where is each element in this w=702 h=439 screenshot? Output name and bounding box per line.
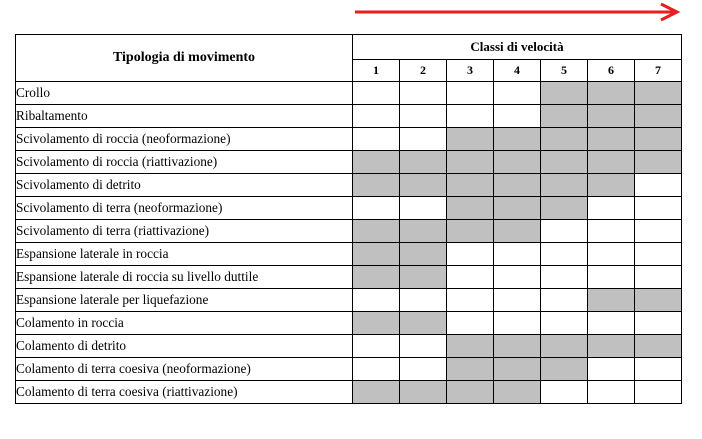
velocity-cell-shaded	[635, 105, 682, 128]
table-row	[16, 358, 682, 381]
velocity-cell-shaded	[635, 151, 682, 174]
velocity-cell-empty	[494, 82, 541, 105]
velocity-cell-shaded	[447, 151, 494, 174]
velocity-cell-shaded	[447, 335, 494, 358]
velocity-cell-shaded	[588, 335, 635, 358]
movement-type-label: Espansione laterale di roccia su livello duttile	[16, 266, 353, 289]
velocity-cell-empty	[400, 105, 447, 128]
velocity-cell-empty	[353, 335, 400, 358]
velocity-cell-empty	[494, 243, 541, 266]
velocity-cell-shaded	[400, 381, 447, 404]
class-number-header: 3	[447, 59, 494, 81]
velocity-cell-shaded	[541, 335, 588, 358]
velocity-cell-shaded	[494, 197, 541, 220]
class-number-header: 7	[635, 59, 682, 81]
velocity-cell-empty	[635, 174, 682, 197]
velocity-cell-shaded	[541, 358, 588, 381]
velocity-cell-empty	[353, 289, 400, 312]
movement-type-label: Scivolamento di terra (neoformazione)	[16, 197, 353, 220]
velocity-cell-empty	[635, 220, 682, 243]
movement-type-label: Colamento di detrito	[16, 335, 353, 358]
velocity-cell-empty	[400, 289, 447, 312]
movement-type-label: Scivolamento di terra (riattivazione)	[16, 220, 353, 243]
table-row	[16, 220, 682, 243]
velocity-cell-shaded	[353, 266, 400, 289]
velocity-cell-shaded	[494, 381, 541, 404]
velocity-cell-empty	[541, 312, 588, 335]
velocity-cell-shaded	[400, 174, 447, 197]
velocity-cell-shaded	[635, 289, 682, 312]
velocity-cell-empty	[588, 243, 635, 266]
velocity-cell-shaded	[588, 105, 635, 128]
velocity-cell-empty	[353, 105, 400, 128]
table-row	[16, 151, 682, 174]
velocity-cell-shaded	[541, 174, 588, 197]
velocity-cell-shaded	[541, 128, 588, 151]
velocity-cell-shaded	[494, 358, 541, 381]
velocity-cell-empty	[635, 358, 682, 381]
velocity-cell-shaded	[447, 381, 494, 404]
movement-type-label: Espansione laterale per liquefazione	[16, 289, 353, 312]
velocity-cell-shaded	[353, 312, 400, 335]
class-number-header: 6	[588, 59, 635, 81]
velocity-cell-shaded	[588, 128, 635, 151]
velocity-cell-shaded	[353, 381, 400, 404]
velocity-cell-shaded	[541, 105, 588, 128]
velocity-cell-shaded	[447, 197, 494, 220]
velocity-cell-empty	[635, 266, 682, 289]
velocity-cell-shaded	[588, 289, 635, 312]
velocity-cell-shaded	[400, 312, 447, 335]
movement-type-label: Espansione laterale in roccia	[16, 243, 353, 266]
velocity-cell-empty	[541, 289, 588, 312]
velocity-cell-shaded	[588, 151, 635, 174]
velocity-cell-empty	[635, 312, 682, 335]
velocity-cell-shaded	[635, 335, 682, 358]
velocity-cell-empty	[494, 289, 541, 312]
velocity-cell-empty	[400, 335, 447, 358]
velocity-cell-empty	[447, 312, 494, 335]
velocity-cell-empty	[588, 312, 635, 335]
velocity-cell-empty	[588, 266, 635, 289]
velocity-cell-shaded	[494, 335, 541, 358]
class-number-header: 1	[353, 59, 400, 81]
velocity-cell-empty	[541, 381, 588, 404]
velocity-cell-empty	[447, 82, 494, 105]
velocity-cell-empty	[353, 358, 400, 381]
velocity-cell-shaded	[494, 151, 541, 174]
velocity-cell-empty	[588, 381, 635, 404]
velocity-cell-empty	[588, 220, 635, 243]
table-header-row	[16, 35, 682, 60]
velocity-cell-shaded	[447, 358, 494, 381]
velocity-cell-empty	[588, 358, 635, 381]
table-row	[16, 381, 682, 404]
movement-type-label: Scivolamento di detrito	[16, 174, 353, 197]
velocity-cell-shaded	[400, 220, 447, 243]
velocity-cell-shaded	[588, 82, 635, 105]
velocity-cell-shaded	[494, 128, 541, 151]
movement-type-header: Tipologia di movimento	[16, 35, 353, 82]
velocity-cell-empty	[447, 266, 494, 289]
velocity-cell-empty	[494, 312, 541, 335]
movement-type-label: Scivolamento di roccia (riattivazione)	[16, 151, 353, 174]
movement-type-label: Colamento di terra coesiva (neoformazione)	[16, 358, 353, 381]
velocity-classes-table	[15, 34, 682, 404]
movement-type-label: Scivolamento di roccia (neoformazione)	[16, 128, 353, 151]
class-number-header: 2	[400, 59, 447, 81]
table-row	[16, 174, 682, 197]
class-number-header: 4	[494, 59, 541, 81]
velocity-classes-header: Classi di velocità	[353, 35, 682, 60]
table-row	[16, 197, 682, 220]
movement-type-label: Colamento di terra coesiva (riattivazione)	[16, 381, 353, 404]
velocity-cell-empty	[400, 197, 447, 220]
table-row	[16, 82, 682, 105]
velocity-cell-empty	[494, 105, 541, 128]
velocity-cell-shaded	[447, 220, 494, 243]
velocity-cell-shaded	[447, 128, 494, 151]
table-row	[16, 128, 682, 151]
velocity-cell-shaded	[541, 82, 588, 105]
velocity-cell-empty	[588, 197, 635, 220]
velocity-direction-arrow-icon	[355, 2, 685, 22]
velocity-cell-shaded	[635, 82, 682, 105]
velocity-cell-empty	[353, 197, 400, 220]
table-row	[16, 312, 682, 335]
velocity-cell-shaded	[447, 174, 494, 197]
table-row	[16, 289, 682, 312]
velocity-cell-empty	[635, 381, 682, 404]
velocity-cell-shaded	[353, 220, 400, 243]
velocity-cell-shaded	[353, 243, 400, 266]
table-row	[16, 335, 682, 358]
velocity-cell-shaded	[541, 151, 588, 174]
movement-type-label: Colamento in roccia	[16, 312, 353, 335]
table-body	[16, 82, 682, 404]
velocity-cell-shaded	[635, 128, 682, 151]
velocity-cell-shaded	[541, 197, 588, 220]
velocity-cell-empty	[400, 128, 447, 151]
velocity-cell-empty	[353, 128, 400, 151]
velocity-cell-empty	[494, 266, 541, 289]
velocity-cell-shaded	[494, 174, 541, 197]
velocity-cell-empty	[447, 105, 494, 128]
class-number-header: 5	[541, 59, 588, 81]
velocity-cell-empty	[635, 197, 682, 220]
velocity-cell-empty	[400, 82, 447, 105]
velocity-cell-empty	[541, 220, 588, 243]
movement-type-label: Ribaltamento	[16, 105, 353, 128]
velocity-cell-empty	[400, 358, 447, 381]
table-row	[16, 243, 682, 266]
velocity-cell-shaded	[400, 151, 447, 174]
velocity-cell-shaded	[353, 151, 400, 174]
table-row	[16, 266, 682, 289]
velocity-cell-empty	[635, 243, 682, 266]
velocity-cell-shaded	[400, 243, 447, 266]
velocity-cell-shaded	[400, 266, 447, 289]
table-row	[16, 105, 682, 128]
velocity-cell-empty	[541, 266, 588, 289]
velocity-cell-empty	[353, 82, 400, 105]
velocity-cell-shaded	[588, 174, 635, 197]
velocity-cell-empty	[447, 289, 494, 312]
velocity-cell-empty	[541, 243, 588, 266]
velocity-cell-empty	[447, 243, 494, 266]
velocity-cell-shaded	[494, 220, 541, 243]
velocity-cell-shaded	[353, 174, 400, 197]
movement-type-label: Crollo	[16, 82, 353, 105]
